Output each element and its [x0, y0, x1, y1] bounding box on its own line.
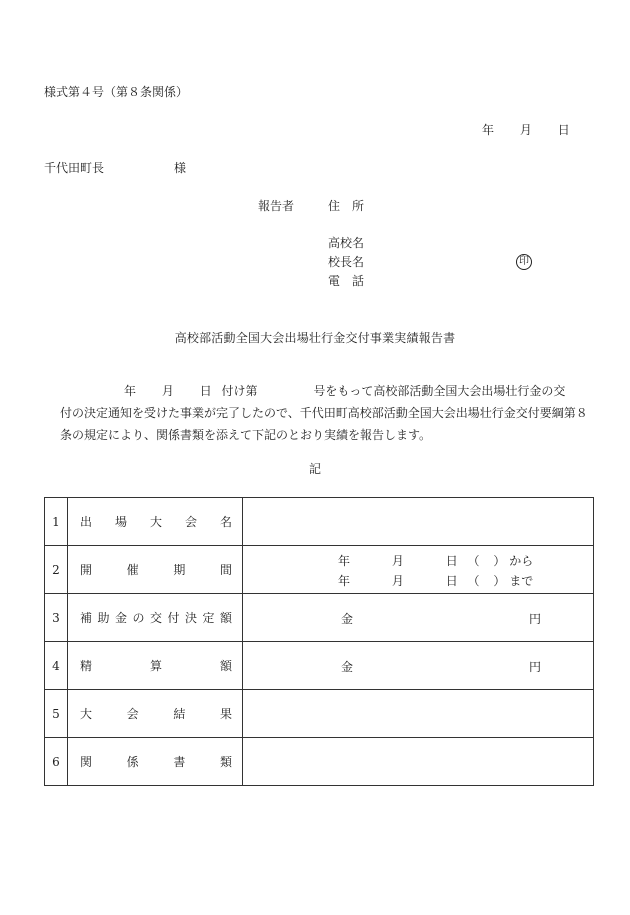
school-name-label: 高校名 [328, 236, 365, 250]
body-month: 月 [161, 384, 174, 398]
date-line [482, 123, 570, 137]
competition-result-label: 大会結果 [80, 707, 232, 721]
period-start-paren-close: ） [493, 554, 506, 568]
row-item-label [68, 690, 243, 738]
competition-result-value [243, 690, 594, 738]
subsidy-amount-unit: 円 [529, 612, 542, 626]
settlement-amount-label: 精算額 [80, 659, 232, 673]
row-number: 4 [45, 642, 68, 690]
seal-mark: 印 [516, 254, 532, 270]
period-end-year: 年 [338, 574, 351, 588]
subsidy-decision-amount-value [243, 594, 594, 642]
principal-name-label: 校長名 [328, 255, 365, 269]
subsidy-amount-prefix: 金 [341, 612, 354, 626]
addressee-honorific: 様 [174, 161, 187, 175]
table-row [45, 642, 594, 690]
table-row [45, 546, 594, 594]
row-number: 3 [45, 594, 68, 642]
settlement-amount-prefix: 金 [341, 660, 354, 674]
row-item-label [68, 738, 243, 786]
competition-name-label: 出場大会名 [80, 515, 232, 529]
table-row [45, 498, 594, 546]
row-item-label [68, 546, 243, 594]
period-end-day: 日 [445, 574, 458, 588]
addressee-name: 千代田町長 [44, 161, 105, 175]
address-label: 住 所 [328, 199, 365, 213]
subsidy-decision-amount-label: 補助金の交付決定額 [80, 611, 232, 625]
period-end-line [338, 572, 533, 589]
event-period-label: 開催期間 [80, 563, 232, 577]
settlement-amount-value [243, 642, 594, 690]
competition-name-value [243, 498, 594, 546]
period-start-month: 月 [391, 554, 404, 568]
row-item-label [68, 594, 243, 642]
row-number: 6 [45, 738, 68, 786]
date-day-label: 日 [557, 123, 570, 137]
row-item-label [68, 642, 243, 690]
ki-heading: 記 [308, 462, 321, 476]
date-year-label: 年 [482, 123, 495, 137]
period-end-month: 月 [391, 574, 404, 588]
period-start-suffix: から [509, 554, 534, 568]
row-number: 1 [45, 498, 68, 546]
settlement-amount-unit: 円 [529, 660, 542, 674]
period-end-paren-open: （ [467, 574, 480, 588]
document-title: 高校部活動全国大会出場壮行金交付事業実績報告書 [174, 331, 456, 345]
related-documents-value [243, 738, 594, 786]
phone-label: 電 話 [328, 274, 365, 288]
body-year: 年 [124, 384, 137, 398]
event-period-value [243, 546, 594, 594]
body-line-3: 条の規定により、関係書類を添えて下記のとおり実績を報告します。 [60, 428, 432, 442]
body-notice-no: 付け第 [221, 384, 258, 398]
row-number: 5 [45, 690, 68, 738]
body-day: 日 [199, 384, 212, 398]
table-row [45, 690, 594, 738]
report-details-table [44, 497, 594, 786]
reporter-label: 報告者 [258, 199, 295, 213]
period-end-suffix: まで [509, 574, 534, 588]
date-month-label: 月 [519, 123, 532, 137]
related-documents-label: 関係書類 [80, 755, 232, 769]
period-end-paren-close: ） [493, 574, 506, 588]
row-item-label [68, 498, 243, 546]
period-start-year: 年 [338, 554, 351, 568]
body-line-2: 付の決定通知を受けた事業が完了したので、千代田町高校部活動全国大会出場壮行金交付要綱第８ [60, 406, 588, 420]
table-row [45, 738, 594, 786]
row-number: 2 [45, 546, 68, 594]
body-line-1-rest: 号をもって高校部活動全国大会出場壮行金の交 [313, 384, 566, 398]
form-number: 様式第４号（第８条関係） [44, 85, 189, 99]
period-start-line [338, 552, 533, 569]
table-row [45, 594, 594, 642]
period-start-day: 日 [445, 554, 458, 568]
period-start-paren-open: （ [467, 554, 480, 568]
body-line-1 [124, 384, 565, 398]
